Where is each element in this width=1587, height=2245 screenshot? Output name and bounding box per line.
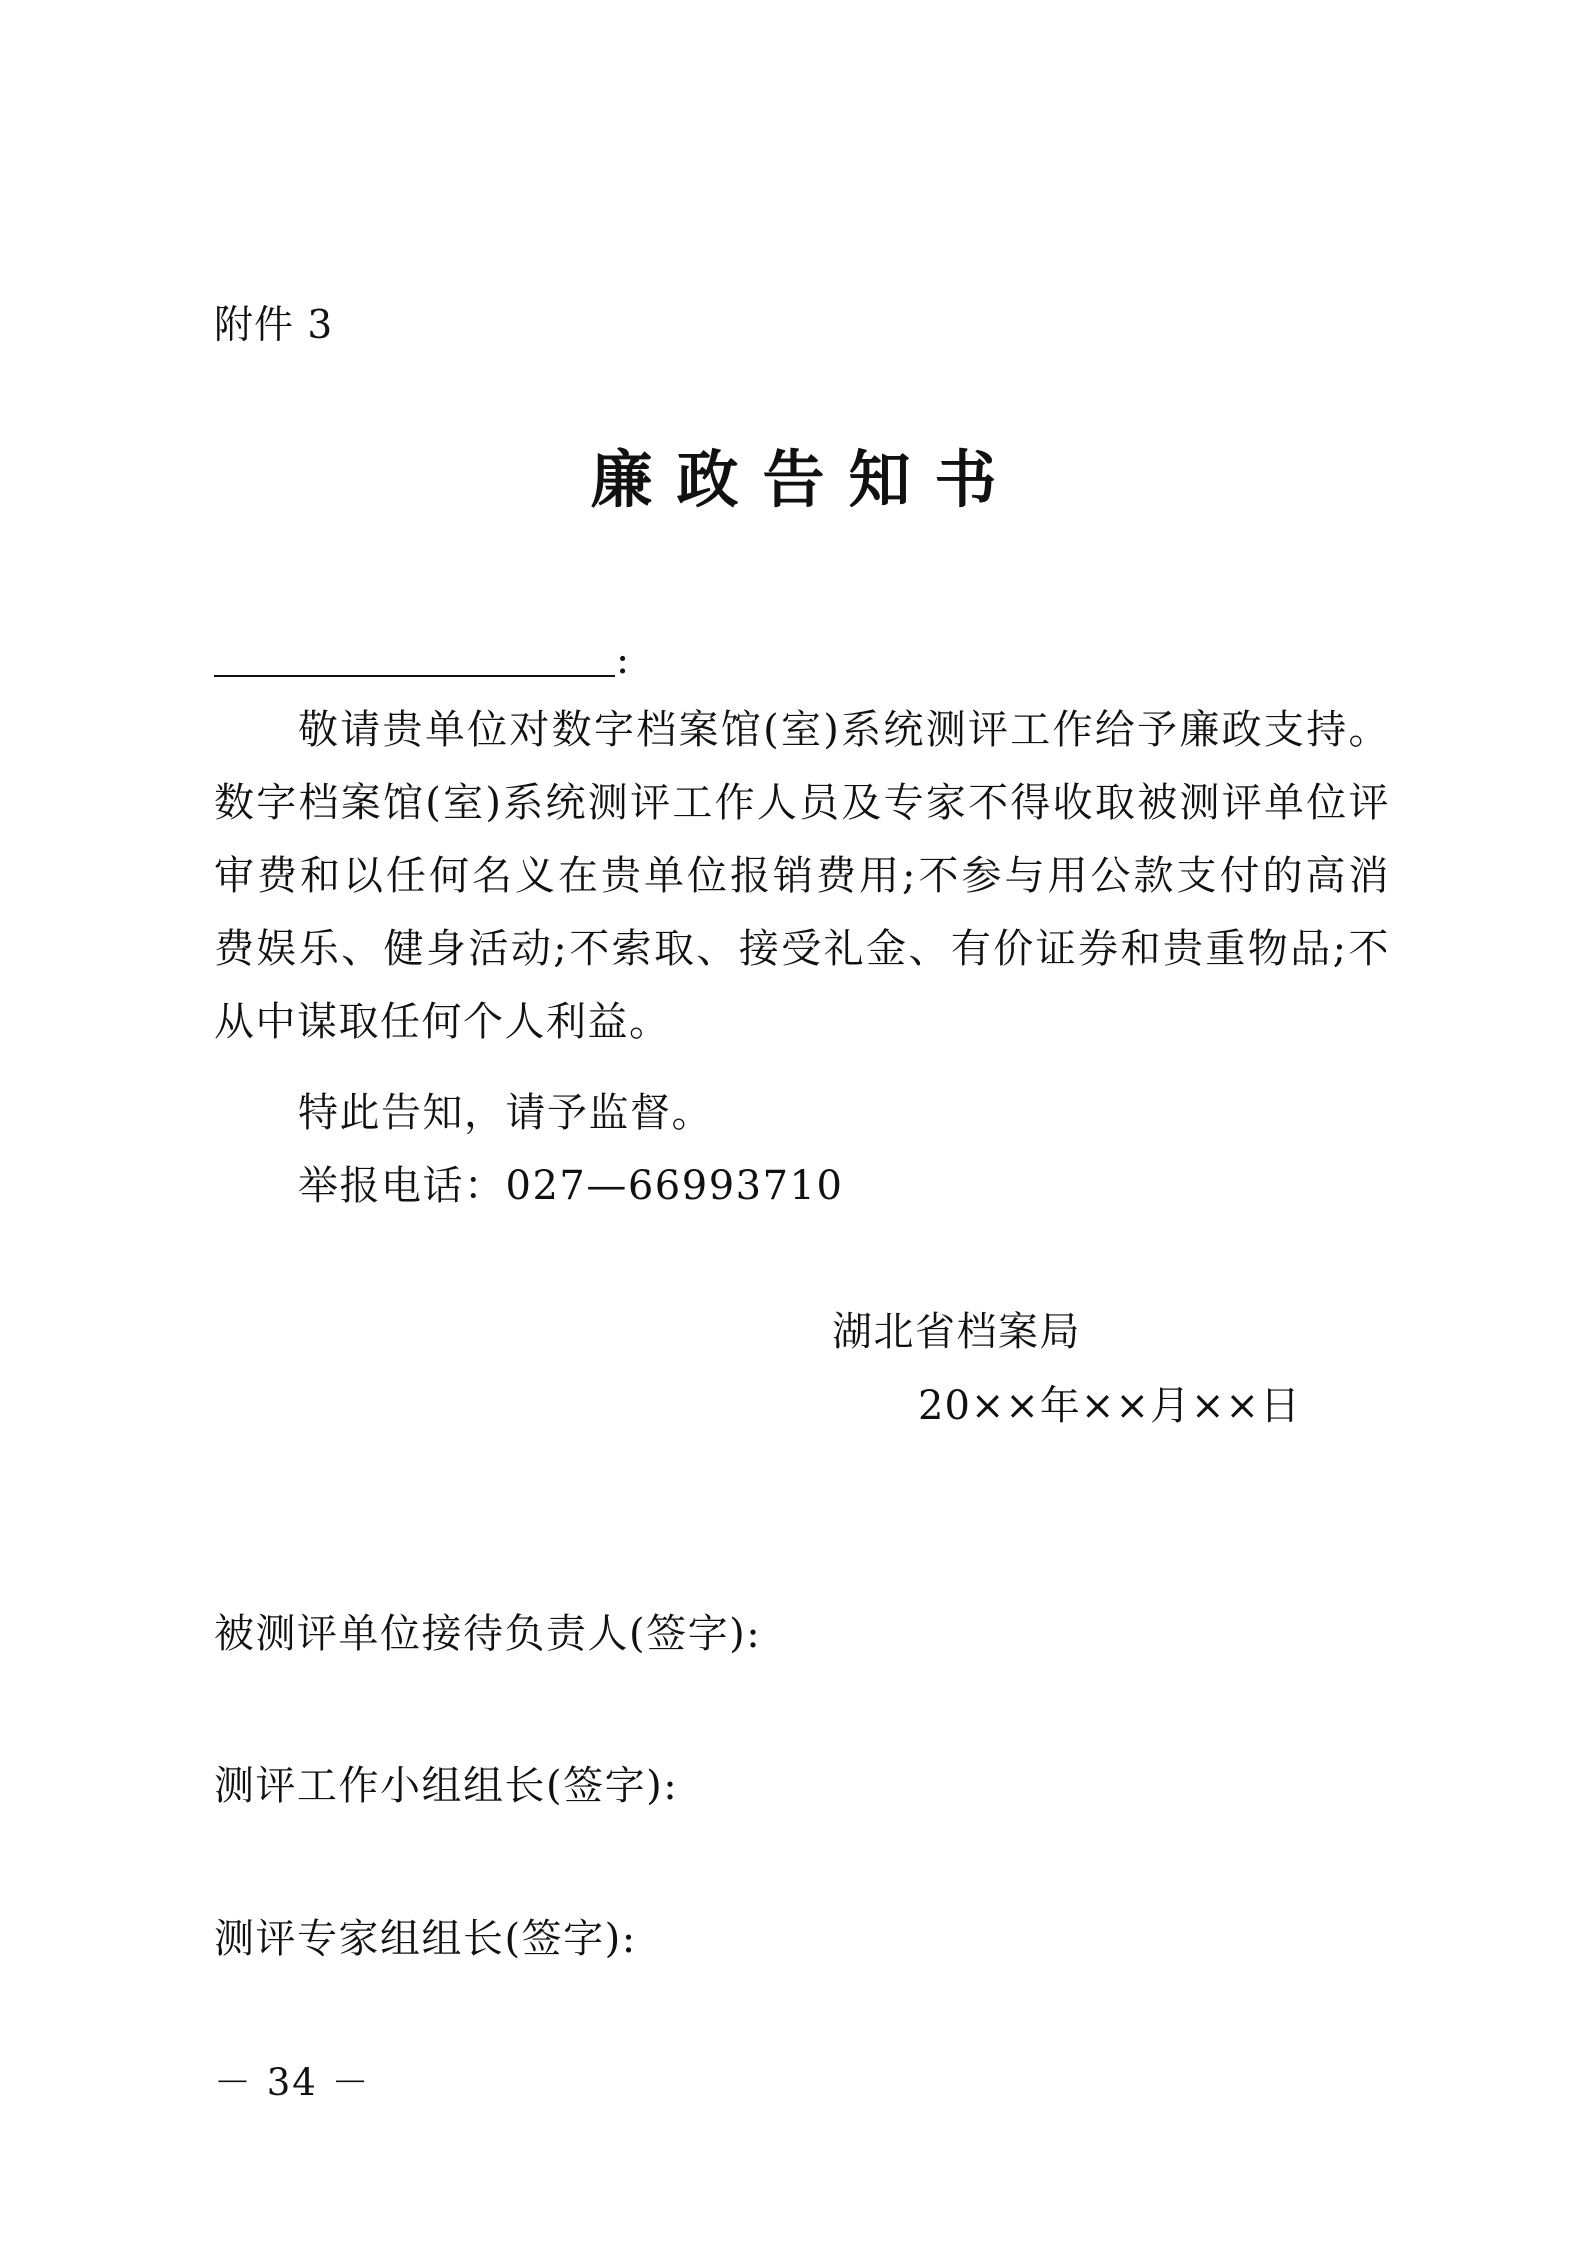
- signature-line-reception-head: 被测评单位接待负责人(签字):: [214, 1611, 762, 1657]
- signature-line-work-group-leader: 测评工作小组组长(签字):: [214, 1763, 679, 1809]
- report-phone-line: 举报电话：027—66993710: [298, 1163, 844, 1209]
- body-paragraph: 敬请贵单位对数字档案馆(室)系统测评工作给予廉政支持。数字档案馆(室)系统测评工作人员及专家不得收取被测评单位评审费和以任何名义在贵单位报销费用;不参与用公款支付的高消费娱乐、健身活动;不索取、接受礼金、有价证券和贵重物品;不从中谋取任何个人利益。: [214, 707, 1390, 1045]
- issuer-name: 湖北省档案局: [832, 1309, 1081, 1355]
- addressee-colon: :: [616, 638, 630, 683]
- page-number: － 34 －: [214, 2061, 371, 2104]
- notice-line: 特此告知，请予监督。: [298, 1090, 713, 1136]
- document-title: 廉政告知书: [590, 443, 1021, 516]
- signature-line-expert-group-leader: 测评专家组组长(签字):: [214, 1916, 637, 1962]
- issue-date: 20××年××月××日: [918, 1383, 1301, 1429]
- addressee-blank-line: [214, 675, 615, 677]
- attachment-label: 附件 3: [214, 303, 334, 348]
